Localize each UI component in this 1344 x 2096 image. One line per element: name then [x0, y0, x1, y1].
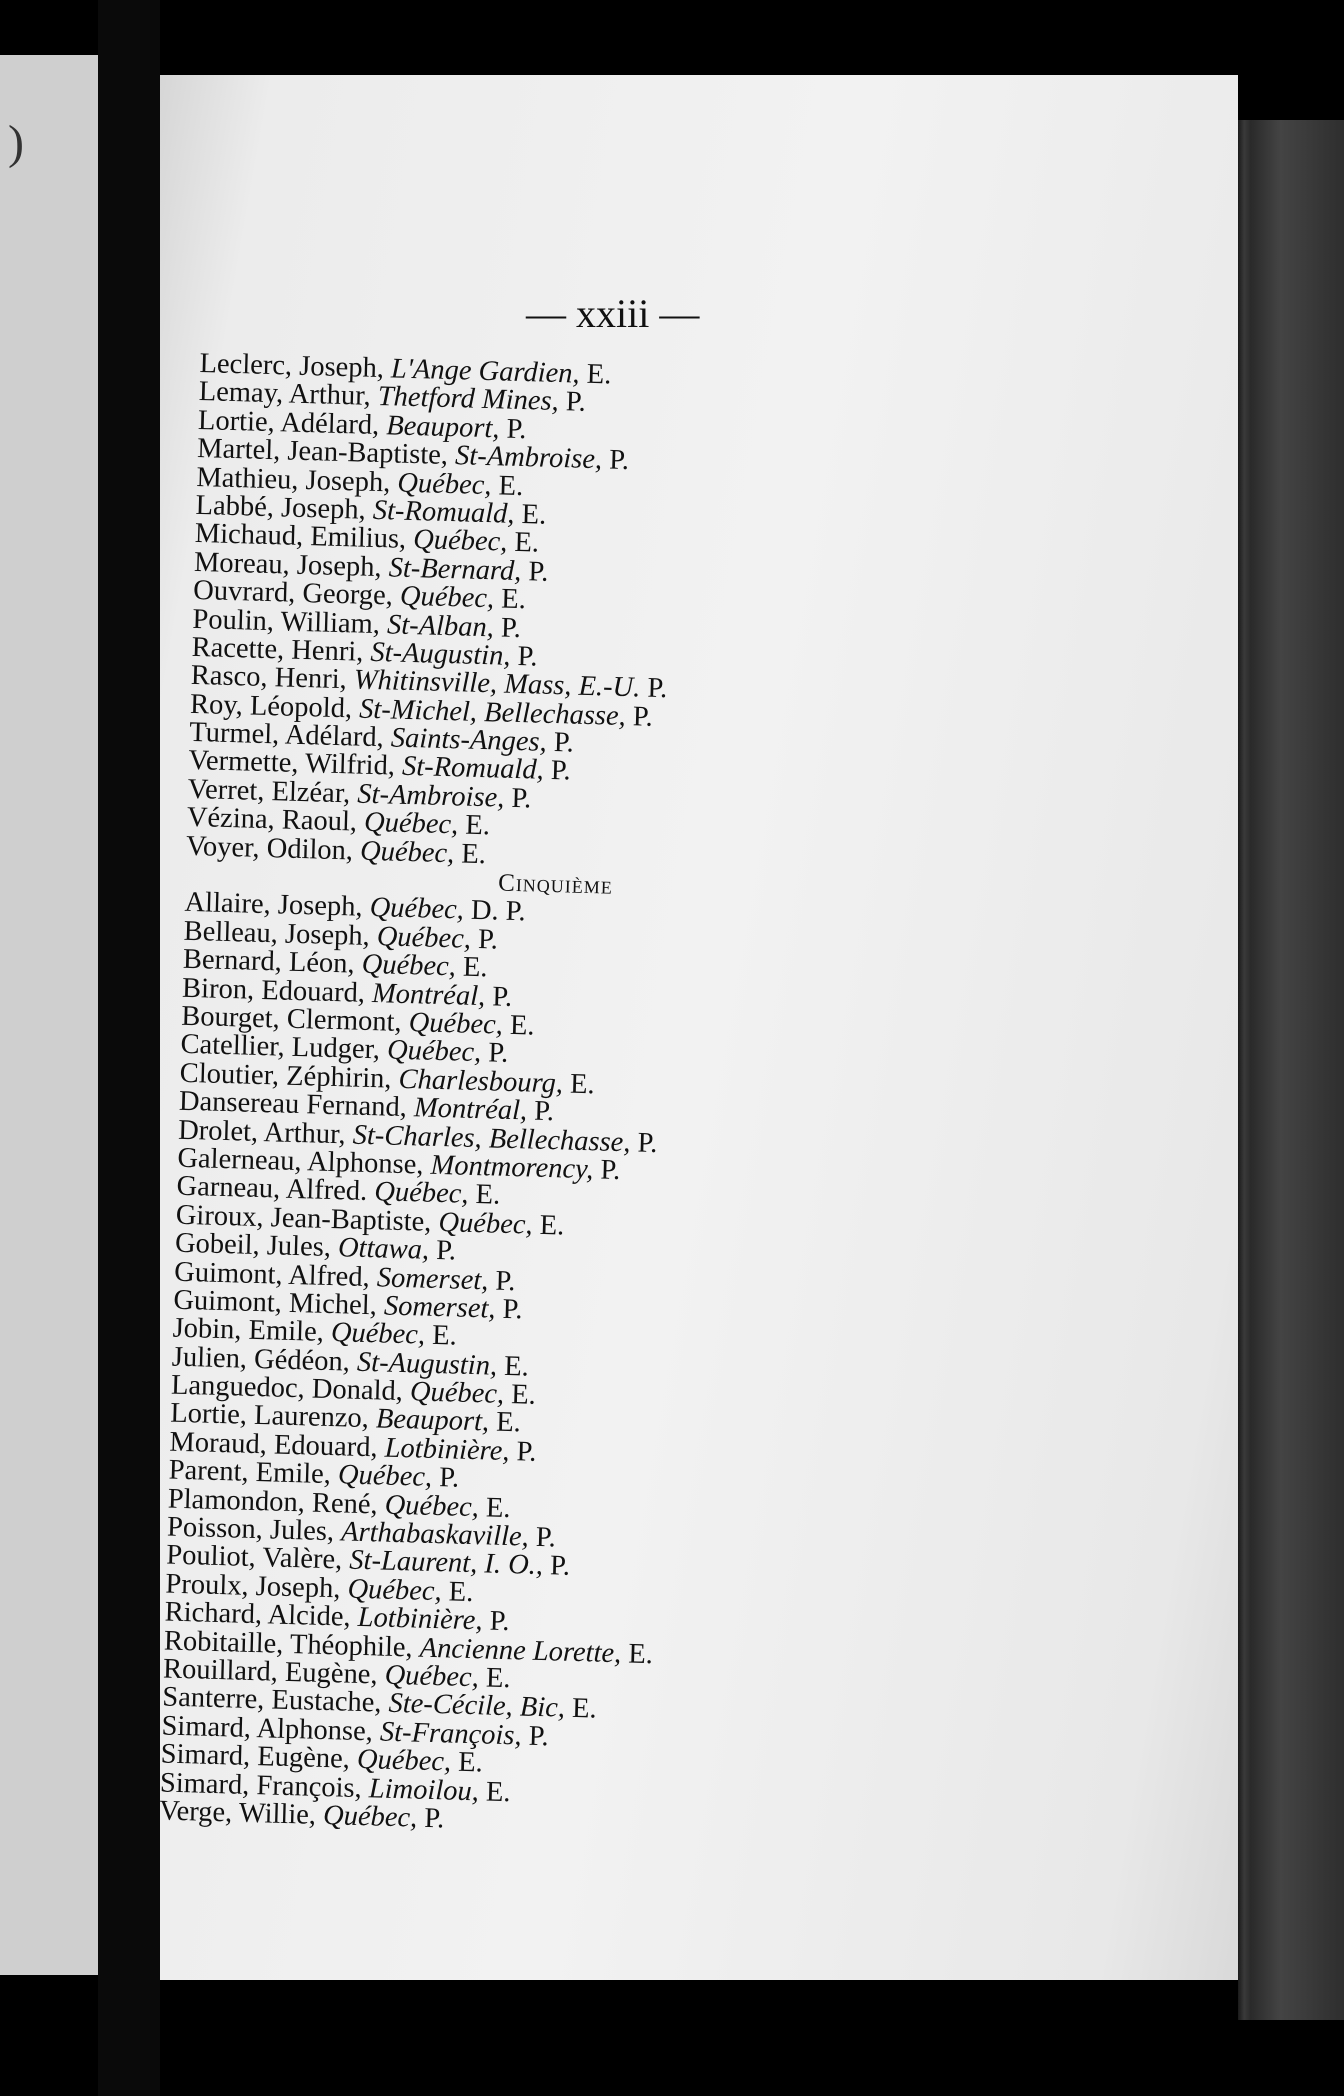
entry-status: E.	[441, 1576, 474, 1608]
entry-name: Biron, Edouard,	[181, 972, 373, 1009]
entry-status: E.	[424, 1319, 458, 1352]
entry-place: Québec,	[356, 1744, 452, 1778]
entry-place: Québec,	[397, 467, 492, 501]
entry-status: D. P.	[463, 895, 527, 928]
entry-status: P.	[520, 555, 549, 588]
entry-name: Verge, Willie,	[158, 1795, 324, 1831]
entry-place: Québec,	[361, 948, 457, 983]
entry-name: Rouillard, Eugène,	[162, 1653, 386, 1691]
entry-name: Lemay, Arthur,	[198, 376, 379, 413]
entry-name: Michaud, Emilius,	[194, 518, 414, 556]
entry-place: Ottawa,	[337, 1232, 430, 1266]
entry-place: St-Augustin,	[356, 1346, 498, 1382]
entry-status: P.	[625, 700, 654, 733]
entry-status: P.	[558, 386, 587, 419]
entry-place: Québec,	[373, 1176, 469, 1211]
entry-place: Thetford Mines,	[377, 381, 560, 418]
entry-place: Québec,	[322, 1799, 418, 1834]
entry-name: Guimont, Michel,	[173, 1284, 385, 1322]
entry-status: E.	[503, 1378, 537, 1411]
entry-place: Québec,	[438, 1206, 534, 1241]
entry-status: P.	[484, 980, 513, 1013]
entry-name: Racette, Henri,	[191, 631, 371, 668]
page-number: — xxiii —	[526, 291, 700, 336]
entry-name: Richard, Alcide,	[164, 1596, 359, 1634]
entry-place: L'Ange Gardien,	[390, 353, 581, 390]
entry-list-bottom	[159, 889, 1185, 1853]
entry-status: E.	[620, 1637, 654, 1670]
entry-status: E.	[478, 1775, 512, 1808]
entry-status: E.	[493, 583, 527, 616]
entry-place: Québec,	[399, 580, 495, 615]
entry-place: Québec,	[384, 1489, 480, 1523]
entry-status: P.	[480, 1037, 509, 1070]
entry-place: Beauport,	[385, 410, 500, 445]
entry-name: Julien, Gédéon,	[171, 1341, 358, 1378]
entry-status: P.	[542, 1550, 571, 1583]
left-facing-page	[0, 55, 98, 1975]
entry-name: Pouliot, Valère,	[165, 1539, 350, 1577]
entry-name: Simard, Alphonse,	[161, 1710, 381, 1748]
entry-name: Moreau, Joseph,	[193, 546, 390, 584]
entry-place: Québec,	[369, 892, 465, 927]
entry-place: St-Romuald,	[401, 751, 545, 787]
entry-status: E.	[488, 1406, 522, 1439]
book-gutter	[98, 0, 160, 2096]
entry-place: Lotbinière,	[357, 1602, 484, 1637]
entry-place: Limoilou,	[368, 1772, 480, 1807]
entry-place: Lotbinière,	[384, 1432, 510, 1467]
entry-status: P.	[493, 611, 522, 644]
entry-place: St-Romuald,	[372, 494, 515, 530]
entry-status: P.	[543, 755, 572, 787]
entry-status: E.	[502, 1009, 535, 1042]
entry-name: Bourget, Clermont,	[180, 1000, 410, 1039]
entry-status: P.	[592, 1154, 621, 1186]
entry-name: Guimont, Alfred,	[173, 1256, 378, 1293]
entry-status: E.	[455, 951, 488, 984]
entry-name: Martel, Jean-Baptiste,	[196, 433, 456, 472]
left-page-bracket-mark: )	[8, 116, 24, 169]
entry-place: St-Laurent, I. O.,	[348, 1545, 544, 1582]
entry-place: St-Charles, Bellechasse,	[352, 1119, 631, 1158]
entry-name: Jobin, Emile,	[172, 1312, 332, 1349]
entry-place: Québec,	[363, 807, 459, 841]
entry-place: Montréal,	[413, 1092, 528, 1127]
entry-name: Simard, Eugène,	[160, 1738, 358, 1776]
entry-status: E.	[453, 837, 487, 870]
entry-status: E.	[478, 1662, 511, 1695]
entry-place: Arthabaskaville,	[340, 1516, 530, 1553]
entry-name: Giroux, Jean-Baptiste,	[175, 1199, 439, 1238]
entry-place: Saints-Anges,	[390, 722, 548, 758]
entry-place: Whitinsville, Mass, E.-U.	[353, 664, 641, 704]
entry-status: E.	[450, 1746, 484, 1779]
entry-status: P.	[487, 1264, 516, 1297]
entry-name: Voyer, Odilon,	[185, 830, 361, 867]
entry-status: P.	[601, 444, 630, 477]
entry-status: P.	[528, 1521, 557, 1554]
entry-name: Bernard, Léon,	[182, 943, 363, 980]
entry-status: E.	[468, 1179, 501, 1212]
entry-place: St-Ambroise,	[454, 440, 603, 476]
entry-status: E.	[496, 1350, 530, 1383]
entry-place: Québec,	[337, 1459, 433, 1494]
entry-status: P.	[509, 1435, 537, 1468]
entry-status: E.	[579, 358, 612, 391]
entry-status: P.	[526, 1095, 555, 1128]
entry-name: Garneau, Alfred.	[176, 1171, 375, 1208]
entry-name: Vermette, Wilfrid,	[188, 745, 403, 783]
entry-status: P.	[482, 1605, 510, 1638]
entry-status: E.	[491, 469, 524, 502]
entry-place: Québec,	[347, 1573, 443, 1608]
entry-name: Ouvrard, George,	[192, 575, 401, 612]
entry-status: P.	[639, 672, 668, 705]
entry-name: Rasco, Henri,	[190, 660, 355, 696]
entry-name: Simard, François,	[159, 1766, 370, 1804]
entry-place: St-Ambroise,	[356, 778, 505, 814]
entry-place: St-Augustin,	[370, 636, 511, 672]
entry-place: Québec,	[384, 1659, 480, 1694]
entry-name: Belleau, Joseph,	[183, 915, 378, 952]
entry-status: P.	[495, 1293, 523, 1326]
entry-name: Robitaille, Théophile,	[163, 1625, 421, 1664]
entry-name: Plamondon, René,	[167, 1483, 386, 1521]
entry-status: E.	[514, 498, 547, 531]
entry-name: Moraud, Edouard,	[169, 1426, 386, 1464]
entry-name: Languedoc, Donald,	[170, 1369, 411, 1408]
entry-name: Roy, Léopold,	[189, 688, 360, 725]
entry-name: Vézina, Raoul,	[186, 802, 365, 839]
entry-place: Montmorency,	[430, 1149, 594, 1186]
entry-name: Santerre, Eustache,	[161, 1681, 390, 1720]
entry-name: Parent, Emile,	[168, 1454, 339, 1491]
entry-status: E.	[532, 1209, 565, 1242]
entry-name: Catellier, Ludger,	[180, 1029, 388, 1066]
entry-place: Ste-Cécile, Bic,	[388, 1688, 566, 1725]
entry-status: P.	[546, 726, 575, 759]
entry-name: Lortie, Adélard,	[197, 404, 387, 442]
entry-name: Allaire, Joseph,	[184, 887, 371, 924]
entry-place: Québec,	[386, 1034, 482, 1069]
entry-status: P.	[510, 640, 538, 673]
entry-place: St-Michel, Bellechasse,	[358, 693, 627, 732]
section-heading: Cinquième	[497, 869, 614, 900]
entry-name: Labbé, Joseph,	[195, 489, 374, 526]
entry-name: Galerneau, Alphonse,	[176, 1142, 432, 1181]
entry-status: E.	[478, 1491, 511, 1524]
entry-status: P.	[428, 1234, 457, 1267]
entry-place: St-François,	[379, 1716, 523, 1752]
entry-status: P.	[499, 413, 527, 445]
entry-place: Québec,	[408, 1007, 504, 1041]
entry-place: Ancienne Lorette,	[419, 1632, 622, 1669]
entry-name: Poulin, William,	[192, 603, 388, 640]
entry-name: Dansereau Fernand,	[178, 1085, 415, 1124]
entry-status: E.	[457, 809, 491, 842]
entry-name: Proulx, Joseph,	[165, 1568, 348, 1605]
entry-status: P.	[630, 1126, 658, 1159]
entry-status: P.	[416, 1802, 445, 1835]
entry-name: Cloutier, Zéphirin,	[179, 1057, 400, 1095]
entry-name: Drolet, Arthur,	[177, 1114, 354, 1151]
entry-name: Mathieu, Joseph,	[196, 461, 398, 499]
entry-status: E.	[562, 1068, 596, 1101]
entry-place: Somerset,	[376, 1261, 489, 1296]
entry-status: P.	[521, 1720, 550, 1753]
entry-name: Gobeil, Jules,	[174, 1227, 339, 1264]
entry-name: Verret, Elzéar,	[187, 773, 358, 810]
entry-list-top	[186, 350, 1200, 889]
entry-place: Québec,	[412, 524, 508, 558]
entry-place: Québec,	[359, 835, 455, 869]
entry-place: Montréal,	[371, 977, 486, 1012]
entry-status: P.	[470, 923, 499, 956]
entry-place: Somerset,	[383, 1290, 496, 1325]
entry-name: Leclerc, Joseph,	[199, 348, 392, 385]
name-list	[159, 350, 1200, 1854]
entry-place: Québec,	[409, 1376, 505, 1410]
entry-status: E.	[506, 527, 540, 559]
right-book-edge	[1238, 120, 1344, 2020]
entry-name: Lortie, Laurenzo,	[169, 1398, 377, 1435]
entry-place: Charlesbourg,	[398, 1063, 564, 1100]
entry-name: Turmel, Adélard,	[188, 716, 392, 754]
entry-place: St-Alban,	[386, 608, 495, 643]
entry-place: Beauport,	[375, 1403, 490, 1438]
entry-status: E.	[564, 1693, 598, 1725]
entry-status: P.	[503, 782, 532, 815]
entry-status: P.	[431, 1462, 460, 1494]
entry-place: Québec,	[376, 920, 472, 955]
entry-name: Poisson, Jules,	[166, 1511, 342, 1548]
entry-place: St-Bernard,	[388, 552, 522, 587]
entry-place: Québec,	[330, 1317, 426, 1351]
